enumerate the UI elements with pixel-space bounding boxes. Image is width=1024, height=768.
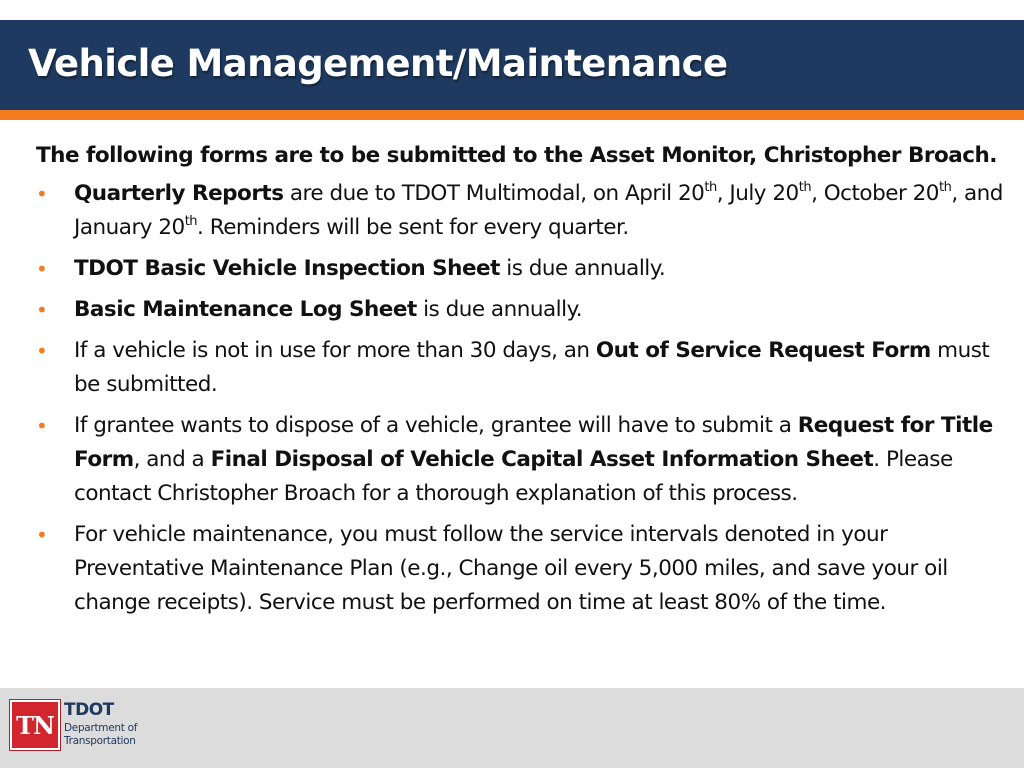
title-bar	[0, 20, 1024, 110]
bullet-text: , July 20	[716, 181, 799, 206]
bullet-quarterly-reports	[36, 177, 1006, 245]
bullet-bold-text: TDOT Basic Vehicle Inspection Sheet	[74, 256, 500, 281]
ordinal-suffix: th	[184, 214, 198, 229]
bullet-bold-text: Out of Service Request Form	[595, 338, 931, 363]
ordinal-suffix: th	[704, 180, 717, 195]
logo-name: TDOT	[64, 700, 114, 720]
bullet-text: . Please contact Christopher Broach for a thorough explanation of this process.	[74, 447, 953, 506]
bullet-icon: •	[36, 339, 48, 363]
bullet-text: are due to TDOT Multimodal, on April 20	[283, 181, 705, 206]
bullet-bold-text: Quarterly Reports	[74, 181, 284, 206]
bullet-list	[36, 177, 1006, 620]
slide-title: Vehicle Management/Maintenance	[28, 42, 728, 85]
bullet-service-intervals	[36, 518, 1006, 620]
bullet-icon: •	[36, 414, 48, 438]
bullet-text: . Reminders will be sent for every quarter.	[197, 215, 629, 240]
logo-subtitle: Department of Transportation	[64, 722, 138, 747]
bullet-text: , and January 20	[74, 181, 1003, 240]
tdot-logo	[10, 700, 150, 756]
bullet-icon: •	[36, 182, 48, 206]
bullet-out-of-service	[36, 334, 1006, 402]
bullet-vehicle-disposal	[36, 409, 1006, 511]
bullet-text: , October 20	[811, 181, 939, 206]
bullet-inspection-sheet	[36, 252, 1006, 286]
bullet-text: is due annually.	[416, 297, 583, 322]
bullet-bold-text: Basic Maintenance Log Sheet	[74, 297, 417, 322]
bullet-text: For vehicle maintenance, you must follow the service intervals denoted in your Preventative Maintenance Plan (e.g., Change oil every 5,000 miles, and save your oil change receipts). Service must be performed on time at least 80% of the time.	[74, 522, 948, 615]
bullet-icon: •	[36, 257, 48, 281]
bullet-text: If grantee wants to dispose of a vehicle, grantee will have to submit a	[74, 413, 798, 438]
accent-divider	[0, 110, 1024, 120]
bullet-icon: •	[36, 298, 48, 322]
intro-text: The following forms are to be submitted to the Asset Monitor, Christopher Broach.	[36, 143, 997, 168]
bullet-bold-text: Final Disposal of Vehicle Capital Asset Information Sheet	[210, 447, 874, 472]
bullet-text: , and a	[133, 447, 211, 472]
ordinal-suffix: th	[798, 180, 812, 195]
tn-logo-icon: TN	[10, 700, 60, 750]
bullet-icon: •	[36, 523, 48, 547]
bullet-text: If a vehicle is not in use for more than 30 days, an	[74, 338, 596, 363]
slide-body	[36, 139, 1006, 627]
ordinal-suffix: th	[938, 180, 952, 195]
bullet-text: must be submitted.	[74, 338, 990, 397]
bullet-bold-text: Request for Title Form	[74, 413, 993, 472]
bullet-maintenance-log	[36, 293, 1006, 327]
bullet-text: is due annually.	[499, 256, 666, 281]
